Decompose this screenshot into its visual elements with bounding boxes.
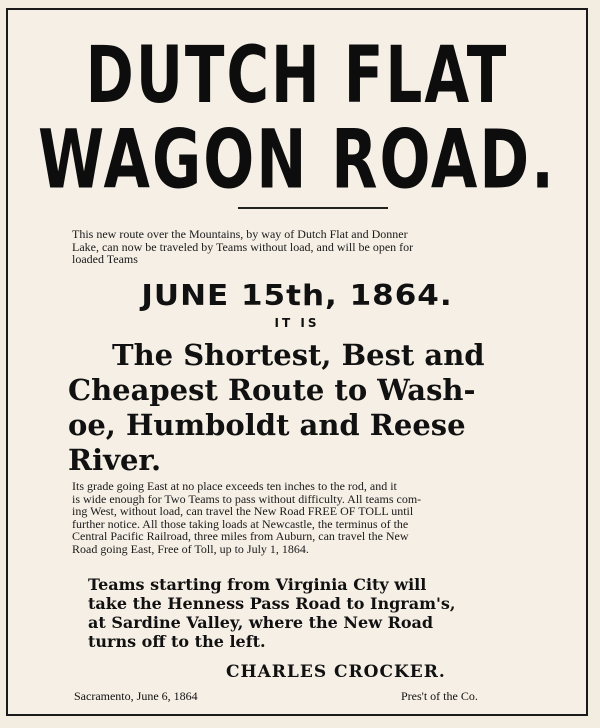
grade-line: further notice. All those taking loads at Newcastle, the terminus of the	[72, 516, 409, 531]
teams-line: turns off to the left.	[88, 632, 266, 651]
headline-line: River.	[68, 443, 162, 477]
it-is-label: IT IS	[274, 316, 320, 330]
footer-place-date: Sacramento, June 6, 1864	[74, 689, 198, 703]
title-line-2: WAGON ROAD.	[38, 113, 556, 208]
intro-line: Lake, can now be traveled by Teams without load, and will be open for	[72, 239, 414, 254]
poster	[6, 8, 588, 716]
headline-line: oe, Humboldt and Reese	[68, 408, 466, 442]
intro-paragraph	[72, 228, 540, 266]
intro-line: loaded Teams	[72, 252, 138, 266]
title-line-1: DUTCH FLAT	[85, 29, 509, 122]
intro-line: This new route over the Mountains, by way of Dutch Flat and Donner	[72, 227, 408, 241]
opening-date: JUNE 15th, 1864.	[141, 279, 453, 313]
grade-line: Its grade going East at no place exceeds ten inches to the rod, and it	[72, 479, 397, 493]
headline-line: The Shortest, Best and	[112, 338, 485, 372]
title-rule	[238, 207, 388, 209]
teams-paragraph	[88, 575, 548, 651]
teams-line: Teams starting from Virginia City will	[88, 575, 427, 594]
signature: CHARLES CROCKER.	[226, 662, 446, 682]
teams-line: at Sardine Valley, where the New Road	[88, 613, 434, 632]
grade-line: Road going East, Free of Toll, up to July 1, 1864.	[72, 541, 309, 556]
grade-line: ing West, without load, can travel the New Road FREE OF TOLL until	[72, 504, 414, 518]
grade-paragraph	[72, 480, 542, 555]
grade-line: is wide enough for Two Teams to pass without difficulty. All teams com-	[72, 491, 422, 506]
headline-line: Cheapest Route to Wash-	[68, 373, 476, 407]
teams-line: take the Henness Pass Road to Ingram's,	[88, 594, 456, 613]
grade-line: Central Pacific Railroad, three miles from Auburn, can travel the New	[72, 529, 409, 543]
footer-title: Pres't of the Co.	[401, 689, 478, 703]
